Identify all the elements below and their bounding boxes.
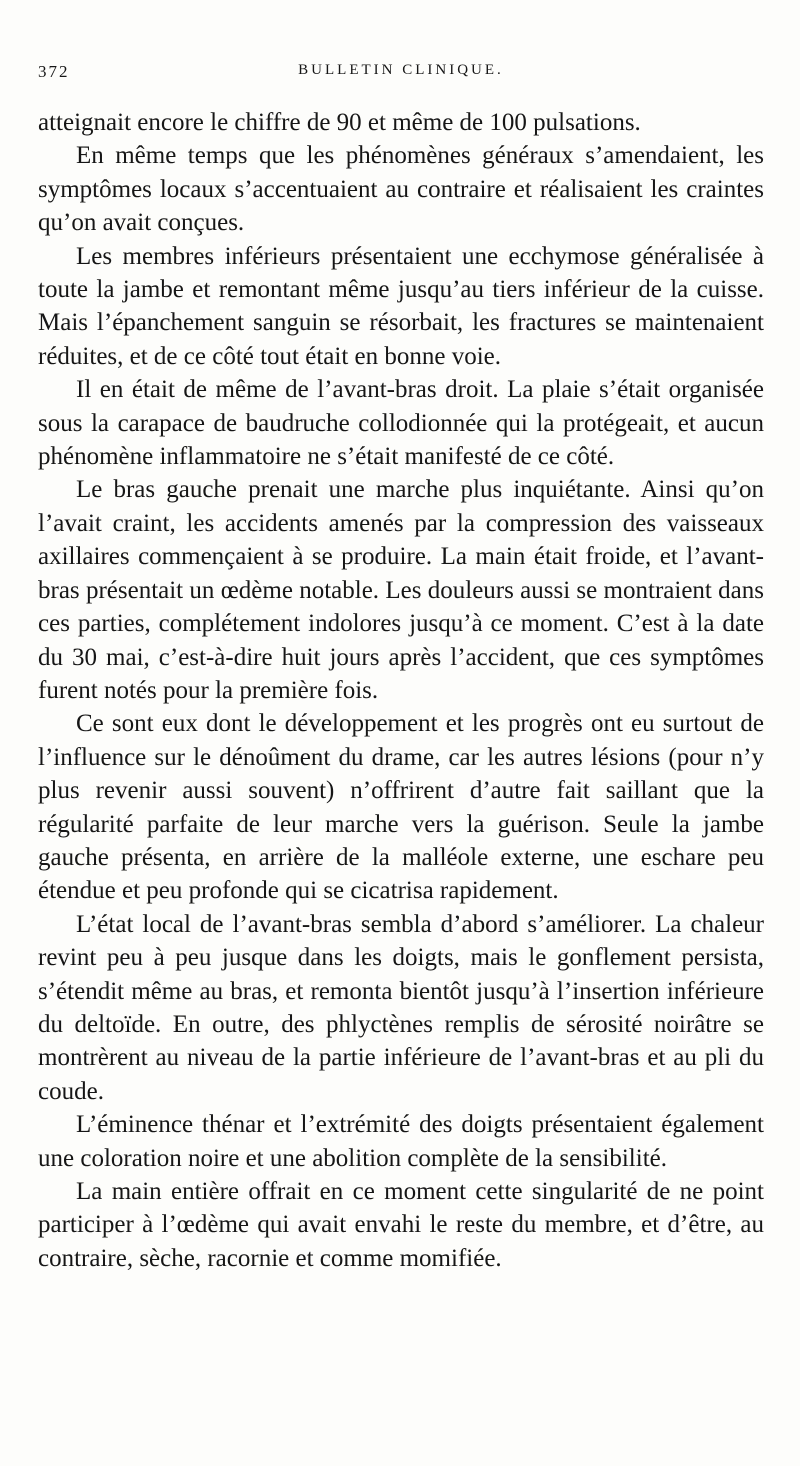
running-header (38, 62, 764, 92)
paragraph-continued: atteignait encore le chiffre de 90 et même de 100 pulsations. (38, 109, 641, 136)
paragraph: Ce sont eux dont le développement et les progrès ont eu surtout de l’influence sur le dénoûment du drame, car les autres lésions (pour n’y plus revenir aussi souvent) n’offrirent d’autre fait saillant que la régularité parfaite de leur marche vers la guérison. Seule la jambe gauche présenta, en arrière de la malléole externe, une eschare peu étendue et peu profonde qui se cicatrisa rapidement. (38, 710, 764, 905)
book-page (38, 62, 764, 1275)
paragraph: Le bras gauche prenait une marche plus inquiétante. Ainsi qu’on l’avait craint, les accidents amenés par la compression des vaisseaux axillaires commençaient à se produire. La main était froide, et l’avant-bras présentait un œdème notable. Les douleurs aussi se montraient dans ces parties, complétement indolores jusqu’à ce moment. C’est à la date du 30 mai, c’est-à-dire huit jours après l’accident, que ces symptômes furent notés pour la première fois. (38, 476, 764, 704)
paragraph: La main entière offrait en ce moment cette singularité de ne point participer à l’œdème qui avait envahi le reste du membre, et d’être, au contraire, sèche, racornie et comme momifiée. (38, 1178, 764, 1272)
paragraph: Il en était de même de l’avant-bras droit. La plaie s’était organisée sous la carapace de baudruche collodionnée qui la protégeait, et aucun phénomène inflammatoire ne s’était manifesté de ce côté. (38, 376, 764, 471)
paragraph: L’état local de l’avant-bras sembla d’abord s’améliorer. La chaleur revint peu à peu jusque dans les doigts, mais le gonflement persista, s’étendit même au bras, et remonta bientôt jusqu’à l’insertion inférieure du deltoïde. En outre, des phlyctènes remplis de sérosité noirâtre se montrèrent au niveau de la partie inférieure de l’avant-bras et au pli du coude. (38, 910, 764, 1105)
page-number: 372 (38, 62, 70, 81)
paragraph: L’éminence thénar et l’extrémité des doigts présentaient également une coloration noire et une abolition complète de la sensibilité. (38, 1111, 764, 1172)
paragraph: En même temps que les phénomènes généraux s’amendaient, les symptômes locaux s’accentuaient au contraire et réalisaient les craintes qu’on avait conçues. (38, 142, 764, 237)
running-title: BULLETIN CLINIQUE. (298, 62, 504, 78)
body-text (38, 106, 764, 1275)
paragraph: Les membres inférieurs présentaient une ecchymose généralisée à toute la jambe et remontant même jusqu’au tiers inférieur de la cuisse. Mais l’épanchement sanguin se résorbait, les fractures se maintenaient réduites, et de ce côté tout était en bonne voie. (38, 242, 764, 370)
